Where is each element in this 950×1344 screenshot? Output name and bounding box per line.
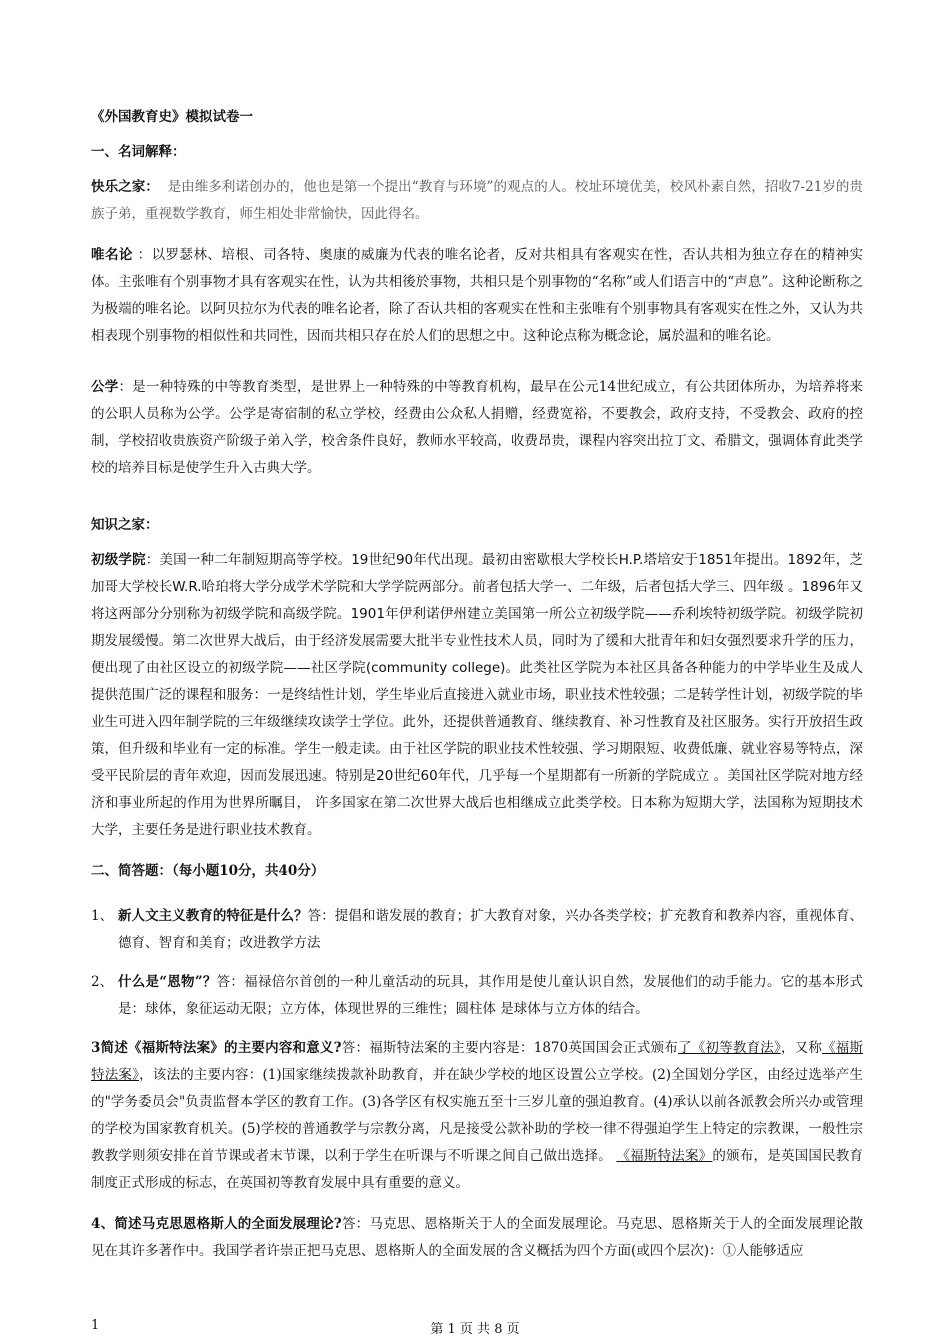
section-heading-short-answer: 二、简答题：（每小题10分，共40分） <box>91 863 325 879</box>
entry-weiming-term: 唯名论 <box>91 247 133 263</box>
entry-kuaile <box>91 174 863 228</box>
question-1 <box>91 903 863 957</box>
question-3-text: 3简述《福斯特法案》的主要内容和意义? <box>91 1040 342 1056</box>
entry-kuaile-term: 快乐之家 <box>91 179 146 195</box>
document-content <box>91 104 863 1279</box>
question-1-body <box>118 903 863 957</box>
entry-weiming <box>91 242 863 350</box>
document-title: 《外国教育史》模拟试卷一 <box>91 109 253 125</box>
question-3-answer-part1: 答：福斯特法案的主要内容是：1870英国国会正式颁布 <box>341 1040 679 1056</box>
entry-gongxue-text: ：是一种特殊的中等教育类型，是世界上一种特殊的中等教育机构，最早在公元14世纪成立，有公共团体所办，为培养将来的公职人员称为公学。公学是寄宿制的私立学校，经费由公众私人捐赠，经费宽裕，不要教会，政府支持，不受教会、政府的控制，学校招收贵族资产阶级子弟入学，校舍条件良好，教师水平较高，收费昂贵，课程内容突出拉丁文、希腊文，强调体育此类学校的培养目标是使学生升入古典大学。 <box>91 379 863 476</box>
entry-chuji <box>91 547 863 844</box>
question-4-answer: 答：马克思、恩格斯关于人的全面发展理论。马克思、恩格斯关于人的全面发展理论散见在其许多著作中。我国学者许崇正把马克思、恩格斯人的全面发展的含义概括为四个方面(或四个层次)：①人能够适应 <box>91 1216 864 1259</box>
question-1-number: 1、 <box>91 908 114 924</box>
entry-gongxue <box>91 374 863 482</box>
question-3 <box>91 1035 863 1197</box>
question-4-text: 4、简述马克思恩格斯人的全面发展理论? <box>91 1216 342 1232</box>
entry-chuji-term: 初级学院 <box>91 552 146 568</box>
entry-weiming-text: ：以罗瑟林、培根、司各特、奥康的威廉为代表的唯名论者，反对共相具有客观实在性，否认共相为独立存在的精神实体。主张唯有个别事物才具有客观实在性，认为共相後於事物，共相只是个别事物的“名称”或人们语言中的“声息”。这种论断称之为极端的唯名论。以阿贝拉尔为代表的唯名论者，除了否认共相的客观实在性和主张唯有个别事物具有客观实在性之外，又认为共相表现个别事物的相似性和共同性，因而共相只存在於人们的思想之中。这种论点称为概念论，属於温和的唯名论。 <box>91 247 863 344</box>
question-2 <box>91 969 863 1023</box>
question-3-answer-part3: ，该法的主要内容：(1)国家继续拨款补助教育，并在缺少学校的地区设置公立学校。(2)全国划分学区，由经过选举产生的"学务委员会"负责监督本学区的教育工作。(3)各学区有权实施五至十三岁儿童的强迫教育。(4)承认以前各派教会所兴办或管理的学校为国家教育机关。(5)学校的普通教学与宗教分离，凡是接受公款补助的学校一律不得强迫学生上特定的宗教课，一般性宗教教学则须安排在首节课或者末节课，以利于学生在听课与不听课之间自己做出选择。 <box>91 1067 864 1164</box>
question-4 <box>91 1211 863 1265</box>
question-2-text: 什么是“恩物”？ <box>118 974 217 990</box>
entry-kuaile-colon: ： <box>145 179 159 195</box>
entry-gongxue-term: 公学 <box>91 379 119 395</box>
question-3-answer-part2: ，又称 <box>780 1040 823 1056</box>
question-2-body <box>118 969 863 1023</box>
entry-kuaile-text: 是由维多利诺创办的，他也是第一个提出“教育与环境”的观点的人。校址环境优美，校风朴素自然，招收7-21岁的贵族子弟，重视数学教育，师生相处非常愉快，因此得名。 <box>91 179 863 222</box>
footer-left-number: 1 <box>91 1318 100 1333</box>
footer-page-number: 第 1 页 共 8 页 <box>430 1322 520 1337</box>
section-heading-knowledge: 知识之家： <box>91 517 159 533</box>
question-3-link-elementary-education-act[interactable]: 了《初等教育法》 <box>678 1040 781 1056</box>
question-3-link-forster-act[interactable]: 《福斯特法案》 <box>91 1040 864 1083</box>
entry-chuji-text: ：美国一种二年制短期高等学校。19世纪90年代出现。最初由密歇根大学校长H.P.塔培安于1851年提出。1892年，芝加哥大学校长W.R.哈珀将大学分成学术学院和大学学院两部分。前者包括大学一、二年级，后者包括大学三、四年级 。1896年又将这两部分分别称为初级学院和高级学院。1901年伊利诺伊州建立美国第一所公立初级学院——乔利埃特初级学院。初级学院初期发展缓慢。第二次世界大战后，由于经济发展需要大批半专业性技术人员，同时为了缓和大批青年和妇女强烈要求升学的压力，便出现了由社区设立的初级学院——社区学院(community college)。此类社区学院为本社区具备各种能力的中学毕业生及成人提供范围广泛的课程和服务：一是终结性计划，学生毕业后直接进入就业市场，职业技术性较强；二是转学性计划，初级学院的毕业生可进入四年制学院的三年级继续攻读学士学位。此外，还提供普通教育、继续教育、补习性教育及社区服务。实行开放招生政策，但升级和毕业有一定的标准。学生一般走读。由于社区学院的职业技术性较强、学习期限短、收费低廉、就业容易等特点，深受平民阶层的青年欢迎，因而发展迅速。特别是20世纪60年代，几乎每一个星期都有一所新的学院成立 。美国社区学院对地方经济和事业所起的作用为世界所瞩目， 许多国家在第二次世界大战后也相继成立此类学校。日本称为短期大学，法国称为短期技术大学，主要任务是进行职业技术教育。 <box>91 552 863 838</box>
question-3-answer-part4: 的颁布，是英国国民教育制度正式形成的标志，在英国初等教育发展中具有重要的意义。 <box>91 1148 864 1191</box>
section-heading-terms: 一、名词解释： <box>91 144 186 160</box>
question-2-answer: 答：福禄倍尔首创的一种儿童活动的玩具，其作用是使儿童认识自然，发展他们的动手能力。它的基本形式是：球体，象征运动无限；立方体，体现世界的三维性；圆柱体 是球体与立方体的结合。 <box>118 974 864 1017</box>
question-1-answer: 答：提倡和谐发展的教育；扩大教育对象，兴办各类学校；扩充教育和教养内容，重视体育、德育、智育和美育；改进教学方法 <box>118 908 864 951</box>
question-3-link-forster-act-2[interactable]: 《福斯特法案》 <box>616 1148 713 1164</box>
question-1-text: 新人文主义教育的特征是什么？ <box>118 908 308 924</box>
question-2-number: 2、 <box>91 974 114 990</box>
